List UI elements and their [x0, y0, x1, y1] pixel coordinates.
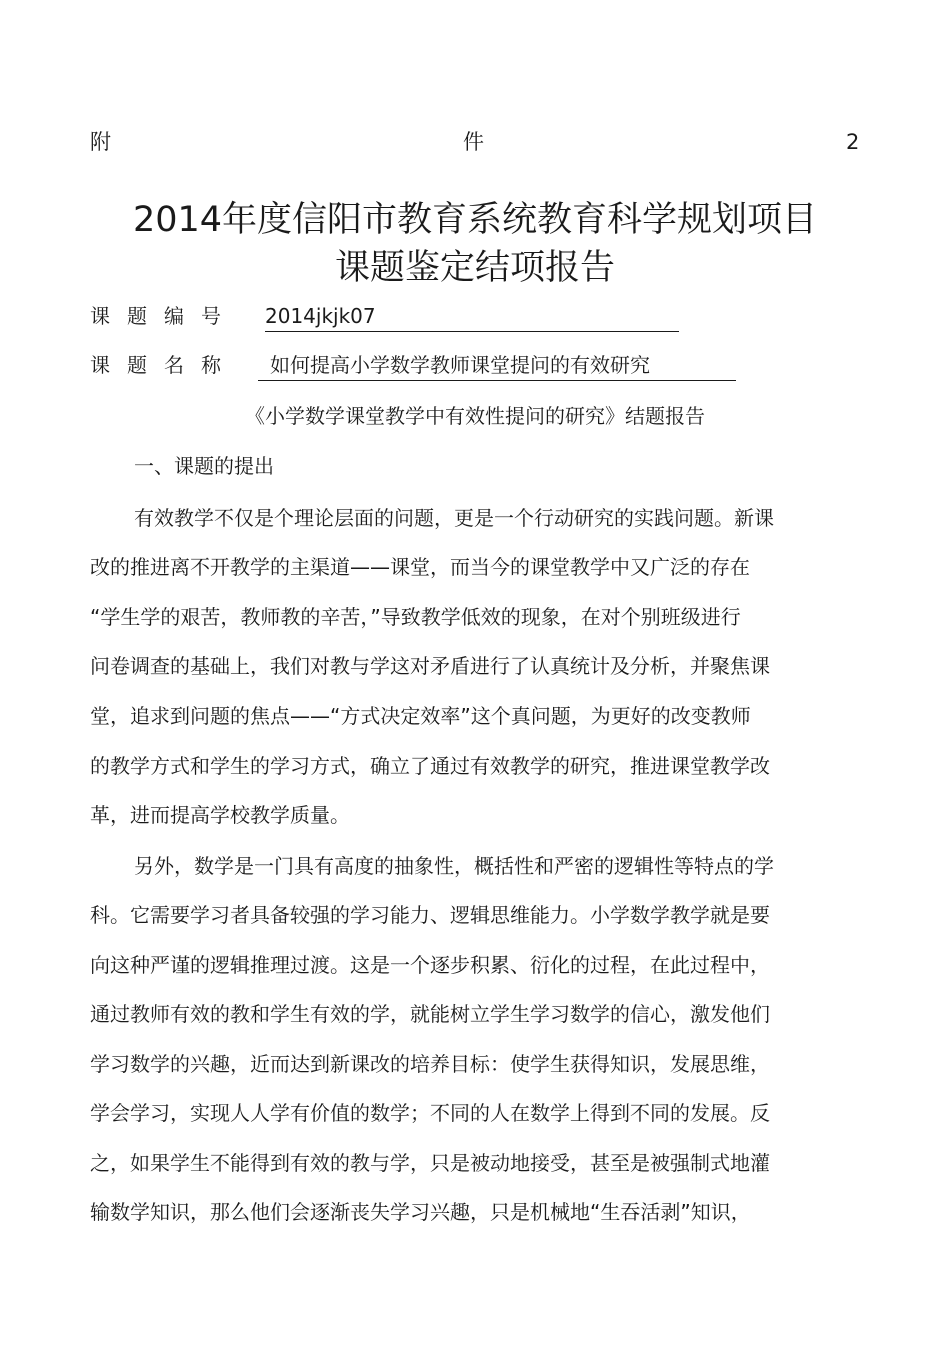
- paragraph-2-line: 通过教师有效的教和学生有效的学，就能树立学生学习数学的信心，激发他们: [90, 1002, 770, 1026]
- paragraph-2-line: 之，如果学生不能得到有效的教与学，只是被动地接受，甚至是被强制式地灌: [90, 1151, 770, 1175]
- document-title-line-1: 2014年度信阳市教育系统教育科学规划项目: [132, 200, 818, 240]
- paragraph-2-line: 另外，数学是一门具有高度的抽象性，概括性和严密的逻辑性等特点的学: [134, 854, 774, 878]
- attachment-label-jian: 件: [463, 130, 484, 154]
- attachment-label-fu: 附: [90, 130, 111, 154]
- paragraph-1-line: 的教学方式和学生的学习方式，确立了通过有效教学的研究，推进课堂教学改: [90, 754, 770, 778]
- project-number-value: 2014jkjk07: [265, 302, 679, 332]
- paragraph-2-line: 输数学知识，那么他们会逐渐丧失学习兴趣，只是机械地“生吞活剥”知识，: [90, 1200, 751, 1224]
- project-name-label: 课题名称: [90, 353, 238, 377]
- paragraph-2-line: 向这种严谨的逻辑推理过渡。这是一个逐步积累、衍化的过程，在此过程中，: [90, 953, 770, 977]
- attachment-number: 2: [846, 130, 860, 154]
- paragraph-1-line: 改的推进离不开教学的主渠道——课堂，而当今的课堂教学中又广泛的存在: [90, 555, 750, 579]
- document-title-line-2: 课题鉴定结项报告: [334, 248, 615, 288]
- paragraph-2-line: 学习数学的兴趣，近而达到新课改的培养目标：使学生获得知识，发展思维，: [90, 1052, 770, 1076]
- paragraph-2-line: 科。它需要学习者具备较强的学习能力、逻辑思维能力。小学数学教学就是要: [90, 903, 770, 927]
- report-heading: 《小学数学课堂教学中有效性提问的研究》结题报告: [245, 404, 705, 428]
- project-name-value: 如何提高小学数学教师课堂提问的有效研究: [258, 351, 736, 381]
- project-number-label: 课题编号: [90, 304, 238, 328]
- paragraph-1-line: 堂，追求到问题的焦点——“方式决定效率”这个真问题，为更好的改变教师: [90, 704, 751, 728]
- paragraph-1-line: “学生学的艰苦，教师教的辛苦，”导致教学低效的现象，在对个别班级进行: [90, 605, 741, 629]
- paragraph-2-line: 学会学习，实现人人学有价值的数学；不同的人在数学上得到不同的发展。反: [90, 1101, 770, 1125]
- paragraph-1-line: 问卷调查的基础上，我们对教与学这对矛盾进行了认真统计及分析，并聚焦课: [90, 654, 770, 678]
- paragraph-1-line: 有效教学不仅是个理论层面的问题，更是一个行动研究的实践问题。新课: [134, 506, 774, 530]
- paragraph-1-line: 革，进而提高学校教学质量。: [90, 803, 350, 827]
- section-heading: 一、课题的提出: [134, 454, 274, 478]
